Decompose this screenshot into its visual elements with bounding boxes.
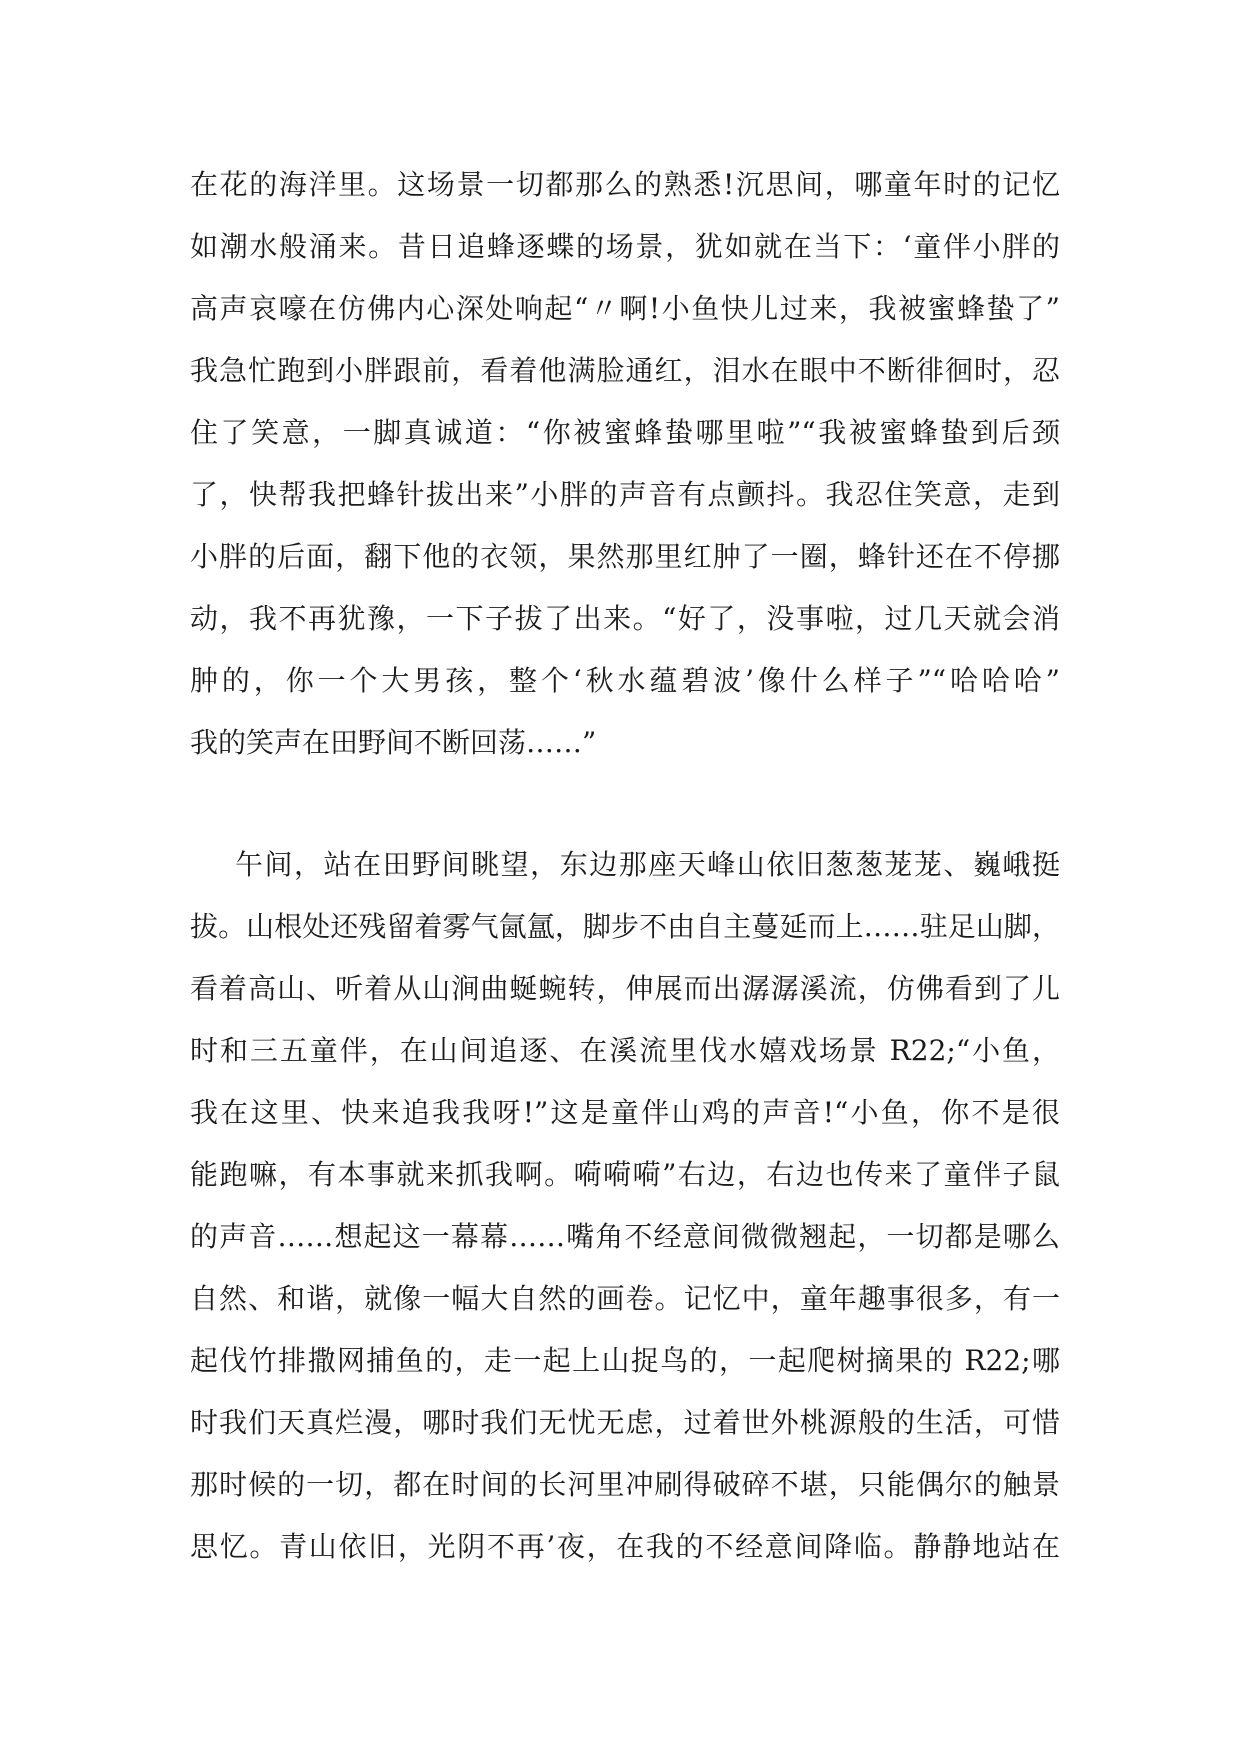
text-line: 肿的，你一个大男孩，整个‘秋水蕴碧波’像什么样子”“哈哈哈” <box>190 664 1060 697</box>
text-line: 午间，站在田野间眺望，东边那座天峰山依旧葱葱茏茏、巍峨挺 <box>235 848 1060 881</box>
text-line: 那时候的一切，都在时间的长河里冲刷得破碎不堪，只能偶尔的触景 <box>190 1468 1060 1501</box>
text-line: 思忆。青山依旧，光阴不再’夜，在我的不经意间降临。静静地站在 <box>190 1530 1060 1563</box>
text-line: 看着高山、听着从山涧曲蜒蜿转，伸展而出潺潺溪流，仿佛看到了儿 <box>190 972 1060 1005</box>
text-line: 的声音……想起这一幕幕……嘴角不经意间微微翘起，一切都是哪么 <box>190 1220 1060 1253</box>
text-line: 起伐竹排撒网捕鱼的，走一起上山捉鸟的，一起爬树摘果的 R22;哪 <box>190 1344 1060 1377</box>
text-line: 我的笑声在田野间不断回荡……” <box>190 726 597 759</box>
text-line: 了，快帮我把蜂针拔出来”小胖的声音有点颤抖。我忍住笑意，走到 <box>190 478 1060 511</box>
paragraph-1 <box>190 154 1060 774</box>
text-line: 拔。山根处还残留着雾气氤氲，脚步不由自主蔓延而上……驻足山脚， <box>190 910 1060 943</box>
text-line: 高声哀嚎在仿佛内心深处响起“〃啊!小鱼快儿过来，我被蜜蜂蛰了” <box>190 292 1060 325</box>
text-line: 我在这里、快来追我我呀!”这是童伴山鸡的声音!“小鱼，你不是很 <box>190 1096 1060 1129</box>
text-line: 动，我不再犹豫，一下子拔了出来。“好了，没事啦，过几天就会消 <box>190 602 1060 635</box>
text-line: 时和三五童伴，在山间追逐、在溪流里伐水嬉戏场景 R22;“小鱼， <box>190 1034 1060 1067</box>
text-line: 如潮水般涌来。昔日追蜂逐蝶的场景，犹如就在当下：‘童伴小胖的 <box>190 230 1060 263</box>
text-line: 我急忙跑到小胖跟前，看着他满脸通红，泪水在眼中不断徘徊时，忍 <box>190 354 1060 387</box>
text-line: 自然、和谐，就像一幅大自然的画卷。记忆中，童年趣事很多，有一 <box>190 1282 1060 1315</box>
text-line: 在花的海洋里。这场景一切都那么的熟悉!沉思间，哪童年时的记忆 <box>190 168 1060 201</box>
text-line: 小胖的后面，翻下他的衣领，果然那里红肿了一圈，蜂针还在不停挪 <box>190 540 1060 573</box>
paragraph-2 <box>190 834 1060 1578</box>
text-line: 时我们天真烂漫，哪时我们无忧无虑，过着世外桃源般的生活，可惜 <box>190 1406 1060 1439</box>
text-line: 能跑嘛，有本事就来抓我啊。嗬嗬嗬”右边，右边也传来了童伴子鼠 <box>190 1158 1060 1191</box>
text-line: 住了笑意，一脚真诚道：“你被蜜蜂蛰哪里啦”“我被蜜蜂蛰到后颈 <box>190 416 1060 449</box>
